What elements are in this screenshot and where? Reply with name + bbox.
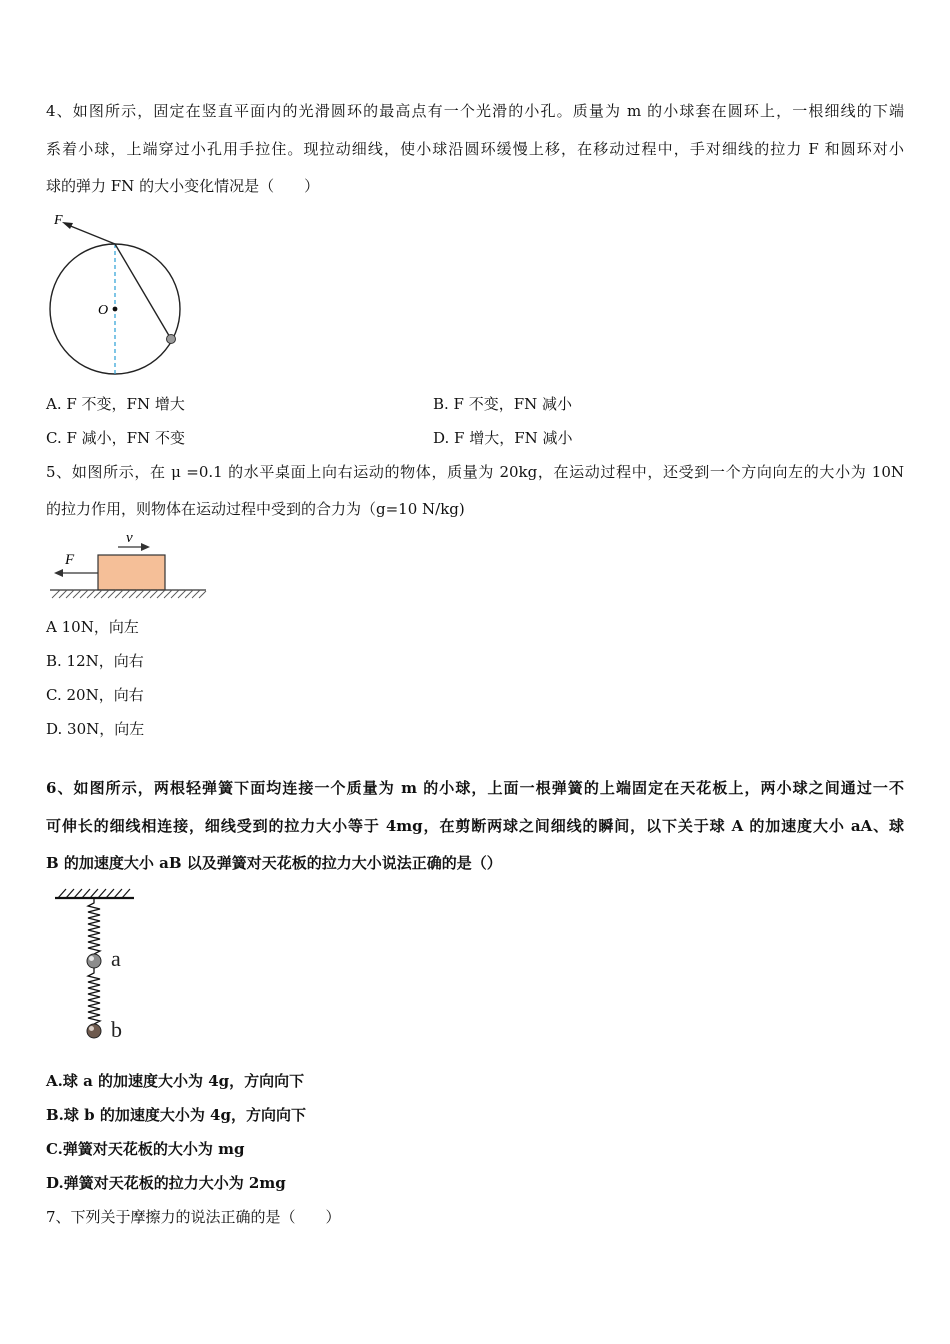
q6-fig-label-a: a [111,946,121,971]
q6-spring-figure [50,885,160,1045]
q4-stem-line-2: 系着小球，上端穿过小孔用手拉住。现拉动细线，使小球沿圆环缓慢上移，在移动过程中，手对细线的拉力 F 和圆环对小 [46,140,904,158]
q5-stem-line-2: 的拉力作用，则物体在运动过程中受到的合力为（g=10 N/kg) [46,500,465,518]
q5-fig-label-v: v [126,530,133,546]
q5-option-a[interactable]: A 10N，向左 [46,618,139,636]
q6-stem-line-2: 可伸长的细线相连接，细线受到的拉力大小等于 4mg，在剪断两球之间细线的瞬间，以下关于球 A 的加速度大小 aA、球 [46,817,904,835]
q7-stem-line-1: 7、下列关于摩擦力的说法正确的是（ ） [46,1208,341,1226]
q4-circle-figure [40,205,200,375]
q5-option-d[interactable]: D. 30N，向左 [46,720,145,738]
q6-option-a[interactable]: A.球 a 的加速度大小为 4g，方向向下 [46,1072,305,1090]
q4-fig-label-O: O [98,303,109,318]
q5-block-figure [46,528,211,603]
q4-stem-line-3: 球的弹力 FN 的大小变化情况是（ ） [46,177,320,195]
q4-option-b[interactable]: B. F 不变，FN 减小 [433,395,573,413]
q6-option-b[interactable]: B.球 b 的加速度大小为 4g，方向向下 [46,1106,306,1124]
q6-stem-line-1: 6、如图所示，两根轻弹簧下面均连接一个质量为 m 的小球，上面一根弹簧的上端固定在天花板上，两小球之间通过一不 [46,779,904,797]
q6-stem-line-3: B 的加速度大小 aB 以及弹簧对天花板的拉力大小说法正确的是（） [46,854,502,872]
q4-option-a[interactable]: A. F 不变，FN 增大 [46,395,185,413]
q6-option-c[interactable]: C.弹簧对天花板的大小为 mg [46,1140,245,1158]
q5-fig-label-F: F [65,552,75,568]
q4-option-c[interactable]: C. F 减小，FN 不变 [46,429,185,447]
q6-fig-label-b: b [111,1017,122,1042]
q5-stem-line-1: 5、如图所示，在 μ =0.1 的水平桌面上向右运动的物体，质量为 20kg，在运动过程中，还受到一个方向向左的大小为 10N [46,463,904,481]
q5-option-b[interactable]: B. 12N，向右 [46,652,144,670]
q4-fig-label-F: F [54,213,63,228]
q4-option-d[interactable]: D. F 增大，FN 减小 [433,429,573,447]
q4-stem-line-1: 4、如图所示，固定在竖直平面内的光滑圆环的最高点有一个光滑的小孔。质量为 m 的小球套在圆环上，一根细线的下端 [46,102,904,120]
q5-option-c[interactable]: C. 20N，向右 [46,686,144,704]
q6-option-d[interactable]: D.弹簧对天花板的拉力大小为 2mg [46,1174,286,1192]
